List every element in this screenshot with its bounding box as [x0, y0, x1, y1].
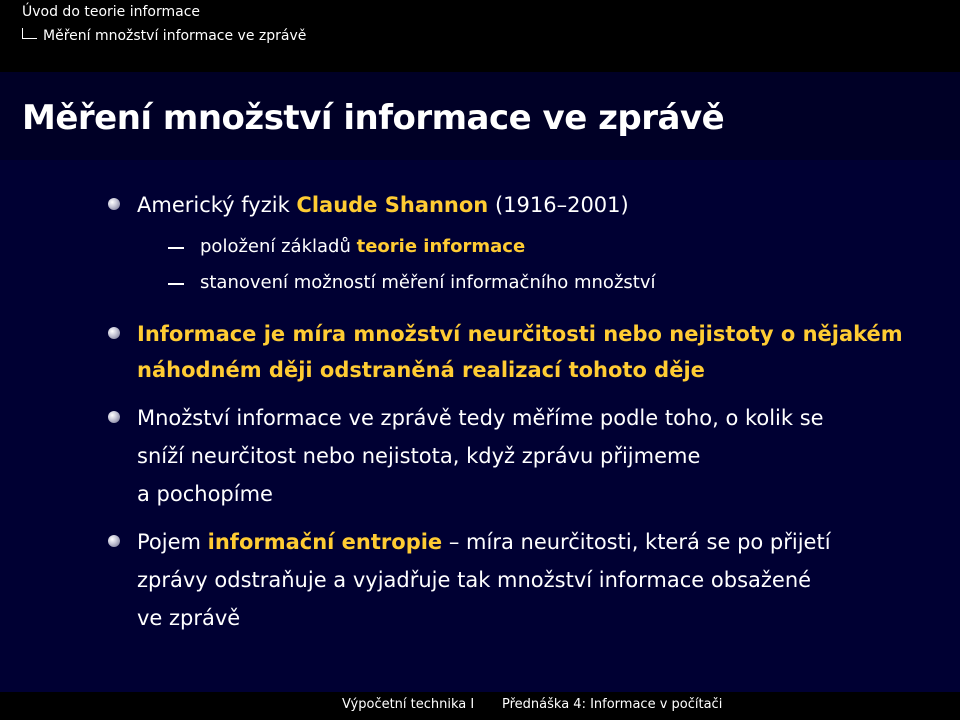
- bullet-icon: [108, 411, 120, 423]
- item-text: Americký fyzik: [137, 193, 297, 217]
- item-text: Pojem: [137, 530, 208, 554]
- bullet-icon: [108, 327, 120, 339]
- list-item-continuation: ve zprávě: [137, 606, 241, 630]
- sub-list-item: [200, 265, 655, 301]
- bullet-icon: [108, 198, 120, 210]
- list-item: [137, 187, 629, 223]
- item-highlight: teorie informace: [356, 236, 526, 257]
- item-text: položení základů: [200, 236, 357, 257]
- list-item-continuation: náhodném ději odstraněná realizací tohoto děje: [137, 358, 705, 382]
- bullet-icon: [108, 535, 120, 547]
- sub-list-item: [200, 229, 525, 265]
- list-item-continuation: a pochopíme: [137, 482, 273, 506]
- list-item: Množství informace ve zprávě tedy měříme podle toho, o kolik se: [137, 406, 824, 430]
- list-item-continuation: sníží neurčitost nebo nejistota, když zprávu přijmeme: [137, 444, 701, 468]
- page-title: Měření množství informace ve zprávě: [22, 98, 725, 138]
- item-text: stanovení možností měření informačního množství: [200, 272, 656, 293]
- list-item: Informace je míra množství neurčitosti nebo nejistoty o nějakém: [137, 322, 903, 346]
- item-text: – míra neurčitosti, která se po přijetí: [442, 530, 831, 554]
- subsection-arrow-icon: [22, 28, 37, 39]
- breadcrumb-subsection[interactable]: [22, 28, 306, 44]
- list-item-continuation: zprávy odstraňuje a vyjadřuje tak množství informace obsažené: [137, 568, 812, 592]
- item-text: (1916–2001): [488, 193, 629, 217]
- dash-icon: [168, 283, 184, 285]
- footer-lecture-title: Přednáška 4: Informace v počítači: [502, 697, 723, 712]
- footer-course-title: Výpočetní technika I: [342, 697, 475, 712]
- breadcrumb-section[interactable]: Úvod do teorie informace: [22, 4, 201, 20]
- dash-icon: [168, 247, 184, 249]
- item-highlight: informační entropie: [207, 530, 443, 554]
- item-highlight: Claude Shannon: [296, 193, 489, 217]
- list-item: [137, 524, 831, 560]
- breadcrumb-subsection-label: Měření množství informace ve zprávě: [43, 28, 307, 44]
- footer-bar: [0, 692, 960, 720]
